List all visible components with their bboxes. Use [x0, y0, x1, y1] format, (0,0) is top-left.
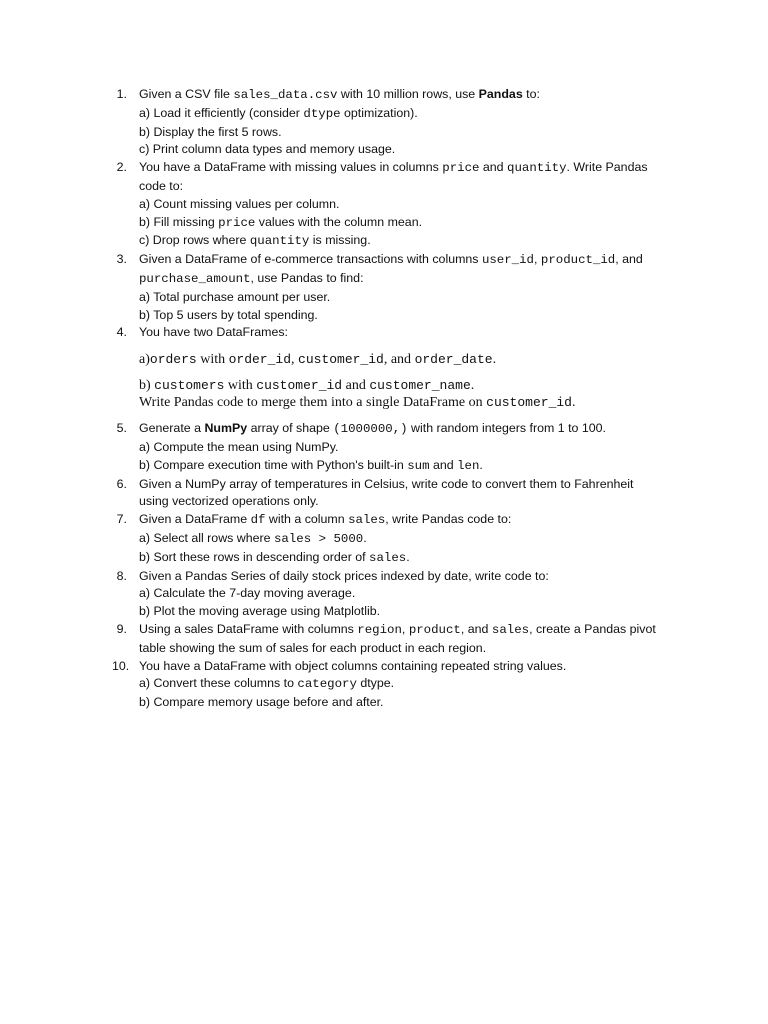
text-run: b) Fill missing	[139, 214, 219, 229]
inline-code: category	[297, 677, 357, 692]
text-run: .	[492, 352, 497, 368]
list-item	[112, 476, 672, 512]
text-run: , use Pandas to find:	[250, 270, 364, 285]
text-run: a) Total purchase amount per user.	[139, 289, 331, 304]
text-run: Write Pandas code to merge them into a single DataFrame on	[139, 395, 487, 411]
inline-code: price	[442, 161, 480, 176]
text-run: , and	[383, 352, 415, 368]
inline-code: price	[218, 215, 256, 230]
inline-code: len	[457, 458, 480, 473]
text-run: with a column	[265, 512, 349, 527]
text-run: and	[429, 457, 458, 472]
text-line	[139, 351, 672, 368]
text-run: , write Pandas code to:	[385, 512, 512, 527]
text-line	[139, 675, 672, 694]
inline-code: customers	[154, 378, 225, 394]
list-item	[112, 658, 672, 712]
text-run: a) Compute the mean using NumPy.	[139, 439, 339, 454]
inline-code: sales	[348, 513, 386, 528]
list-number: 5.	[116, 421, 127, 436]
list-number: 4.	[116, 325, 127, 340]
document-page	[112, 86, 672, 712]
text-line	[139, 694, 672, 712]
inline-code: sales_data.csv	[233, 88, 338, 102]
inline-code: customer_name	[369, 378, 471, 394]
text-run: ,	[291, 352, 299, 368]
text-run: Using a sales DataFrame with columns	[139, 621, 358, 636]
text-line	[139, 585, 672, 603]
text-run: to:	[522, 87, 540, 101]
list-number: 1.	[116, 87, 127, 101]
text-run: , and	[460, 621, 492, 636]
text-line	[139, 394, 672, 411]
text-run: You have a DataFrame with object columns containing repeated string values.	[139, 658, 567, 673]
list-item	[112, 621, 672, 658]
text-line	[139, 86, 672, 105]
list-number: 6.	[116, 476, 127, 491]
text-line	[139, 511, 672, 530]
bold-term: Pandas	[478, 87, 523, 101]
inline-code: sales	[369, 550, 407, 565]
list-number: 2.	[116, 160, 127, 175]
text-run: array of shape	[247, 421, 334, 436]
text-line	[139, 476, 672, 494]
text-line	[139, 420, 672, 439]
text-run: and	[342, 378, 370, 394]
text-run: b) Display the first 5 rows.	[139, 124, 282, 139]
list-item	[112, 324, 672, 411]
text-run: a) Load it efficiently (consider	[139, 105, 304, 120]
list-item	[112, 511, 672, 567]
text-run: is missing.	[309, 233, 371, 248]
list-item	[112, 568, 672, 621]
text-line	[139, 270, 672, 289]
list-item	[112, 86, 672, 159]
inline-code: quantity	[507, 161, 567, 176]
text-run: ,	[534, 252, 541, 267]
inline-code: order_id	[228, 352, 292, 368]
text-line	[139, 549, 672, 568]
text-run: . Write Pandas	[566, 160, 648, 175]
text-run: with	[224, 378, 257, 394]
text-line	[139, 621, 672, 640]
text-line	[139, 232, 672, 251]
text-run: Given a DataFrame	[139, 512, 251, 527]
text-run: a) Convert these columns to	[139, 676, 298, 691]
text-line	[139, 159, 672, 178]
text-line	[139, 251, 672, 270]
text-run: table showing the sum of sales for each product in each region.	[139, 640, 487, 655]
text-line	[139, 493, 672, 511]
text-run: b) Top 5 users by total spending.	[139, 307, 318, 322]
text-line	[139, 457, 672, 476]
inline-code: sum	[407, 458, 430, 473]
inline-code: customer_id	[298, 352, 384, 368]
text-run: with random integers from 1 to 100.	[407, 421, 606, 436]
inline-code: df	[250, 513, 266, 528]
text-run: ,	[401, 621, 409, 636]
text-run: .	[479, 457, 483, 472]
text-line	[139, 214, 672, 233]
list-number: 8.	[116, 568, 127, 583]
text-run: dtype.	[356, 676, 395, 691]
text-run: b) Compare memory usage before and after.	[139, 695, 384, 710]
text-run: You have two DataFrames:	[139, 325, 288, 340]
text-line	[139, 640, 672, 658]
text-run: .	[406, 549, 410, 564]
list-number: 3.	[116, 252, 127, 267]
text-run: a)	[139, 352, 150, 368]
text-run: Generate a	[139, 421, 205, 436]
text-run: Given a CSV file	[139, 87, 234, 101]
text-line	[139, 568, 672, 586]
inline-code: (1000000,)	[333, 422, 408, 437]
text-line	[139, 307, 672, 325]
inline-code: sales	[491, 622, 530, 637]
inline-code: customer_id	[256, 378, 343, 394]
text-line	[139, 196, 672, 214]
serif-block	[139, 351, 672, 411]
text-line	[139, 603, 672, 621]
list-number: 7.	[116, 512, 127, 527]
text-run: .	[363, 530, 367, 545]
text-run: values with the column mean.	[255, 214, 423, 229]
text-line	[139, 324, 672, 342]
text-run: a) Count missing values per column.	[139, 196, 340, 211]
list-number: 10.	[112, 658, 130, 673]
inline-code: user_id	[481, 253, 534, 268]
text-run: .	[571, 395, 576, 411]
inline-code: sales > 5000	[273, 531, 364, 546]
inline-code: dtype	[303, 106, 341, 121]
text-line	[139, 658, 672, 676]
list-item	[112, 159, 672, 251]
text-run: a) Calculate the 7-day moving average.	[139, 586, 356, 601]
list-item	[112, 420, 672, 475]
bold-term: NumPy	[204, 421, 248, 436]
inline-code: purchase_amount	[139, 271, 251, 286]
text-run: Given a DataFrame of e-commerce transactions with columns	[139, 252, 482, 267]
text-run: , and	[615, 252, 643, 267]
text-run: using vectorized operations only.	[139, 494, 319, 509]
text-line	[139, 105, 672, 124]
text-run: b) Compare execution time with Python's built-in	[139, 457, 408, 472]
text-line	[139, 439, 672, 457]
text-run: c) Drop rows where	[139, 233, 250, 248]
text-run: c) Print column data types and memory usage.	[139, 142, 396, 157]
text-run: optimization).	[340, 105, 418, 120]
text-run: and	[479, 160, 508, 175]
text-run: b) Sort these rows in descending order of	[139, 549, 370, 564]
text-line	[139, 124, 672, 142]
list-number: 9.	[116, 621, 127, 636]
text-run: with 10 million rows, use	[337, 87, 479, 101]
text-run: Given a NumPy array of temperatures in Celsius, write code to convert them to Fahrenheit	[139, 476, 634, 491]
text-run: You have a DataFrame with missing values in columns	[139, 160, 443, 175]
inline-code: order_date	[414, 352, 493, 368]
list-item	[112, 251, 672, 324]
inline-code: product	[408, 622, 461, 637]
text-line	[139, 377, 672, 394]
text-line	[139, 289, 672, 307]
text-run: code to:	[139, 178, 184, 193]
text-run: , create a Pandas pivot	[529, 621, 656, 636]
inline-code: region	[357, 622, 402, 637]
inline-code: customer_id	[486, 395, 572, 411]
text-line	[139, 530, 672, 549]
text-run: b)	[139, 378, 155, 394]
text-line	[139, 141, 672, 159]
text-line	[139, 178, 672, 196]
text-run: with	[196, 352, 229, 368]
text-run: .	[470, 378, 475, 394]
text-run: a) Select all rows where	[139, 530, 274, 545]
text-run: Given a Pandas Series of daily stock prices indexed by date, write code to:	[139, 568, 549, 583]
text-run: b) Plot the moving average using Matplotlib.	[139, 604, 381, 619]
inline-code: product_id	[540, 253, 616, 268]
inline-code: orders	[149, 352, 197, 368]
inline-code: quantity	[249, 234, 310, 249]
